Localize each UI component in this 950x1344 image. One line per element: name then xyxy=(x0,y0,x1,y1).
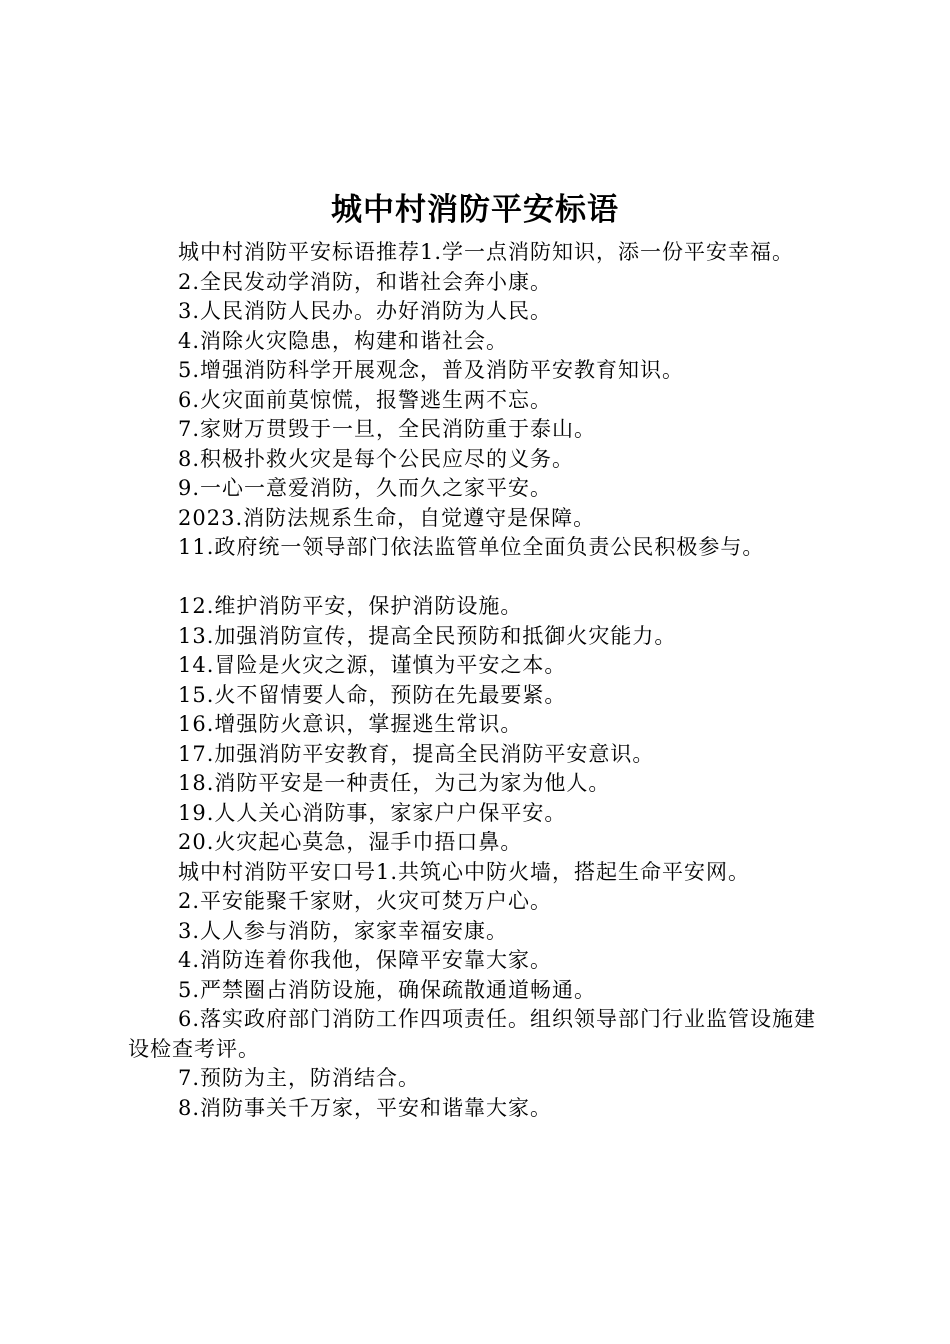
paragraph: 15.火不留情要人命，预防在先最要紧。 xyxy=(178,682,567,707)
paragraph: 6.火灾面前莫惊慌，报警逃生两不忘。 xyxy=(178,387,553,412)
paragraph: 3.人民消防人民办。办好消防为人民。 xyxy=(178,299,553,323)
paragraph: 17.加强消防平安教育，提高全民消防平安意识。 xyxy=(178,741,655,766)
paragraph: 19.人人关心消防事，家家户户保平安。 xyxy=(178,800,567,825)
paragraph: 5.增强消防科学开展观念，普及消防平安教育知识。 xyxy=(178,358,685,382)
paragraph: 4.消防连着你我他，保障平安靠大家。 xyxy=(178,948,553,972)
paragraph: 2.全民发动学消防，和谐社会奔小康。 xyxy=(178,269,553,294)
paragraph: 11.政府统一领导部门依法监管单位全面负责公民积极参与。 xyxy=(178,535,765,559)
paragraph: 16.增强防火意识，掌握逃生常识。 xyxy=(178,712,523,736)
paragraph: 14.冒险是火灾之源，谨慎为平安之本。 xyxy=(178,653,567,677)
paragraph: 3.人人参与消防，家家幸福安康。 xyxy=(178,918,509,943)
paragraph: 城中村消防平安标语推荐1.学一点消防知识，添一份平安幸福。 xyxy=(178,240,795,264)
paragraph: 20.火灾起心莫急，湿手巾捂口鼻。 xyxy=(178,830,523,854)
paragraph: 6.落实政府部门消防工作四项责任。组织领导部门行业监管设施建设检查考评。 xyxy=(128,1007,817,1061)
paragraph: 5.严禁圈占消防设施，确保疏散通道畅通。 xyxy=(178,977,597,1002)
paragraph: 18.消防平安是一种责任，为己为家为他人。 xyxy=(178,771,611,795)
paragraph: 2023.消防法规系生命，自觉遵守是保障。 xyxy=(178,505,596,530)
paragraph: 8.积极扑救火灾是每个公民应尽的义务。 xyxy=(178,446,575,471)
paragraph: 9.一心一意爱消防，久而久之家平安。 xyxy=(178,476,553,500)
paragraph: 7.家财万贯毁于一旦，全民消防重于泰山。 xyxy=(178,417,597,441)
paragraph: 8.消防事关千万家，平安和谐靠大家。 xyxy=(178,1095,553,1120)
paragraph: 12.维护消防平安，保护消防设施。 xyxy=(178,594,523,618)
document-title: 城中村消防平安标语 xyxy=(331,192,619,228)
paragraph: 2.平安能聚千家财，火灾可焚万户心。 xyxy=(178,889,553,913)
paragraph: 城中村消防平安口号1.共筑心中防火墙，搭起生命平安网。 xyxy=(178,859,751,884)
paragraph: 7.预防为主，防消结合。 xyxy=(178,1066,421,1090)
document-body xyxy=(128,238,838,1123)
paragraph: 4.消除火灾隐患，构建和谐社会。 xyxy=(178,328,509,353)
paragraph: 13.加强消防宣传，提高全民预防和抵御火灾能力。 xyxy=(178,623,677,648)
